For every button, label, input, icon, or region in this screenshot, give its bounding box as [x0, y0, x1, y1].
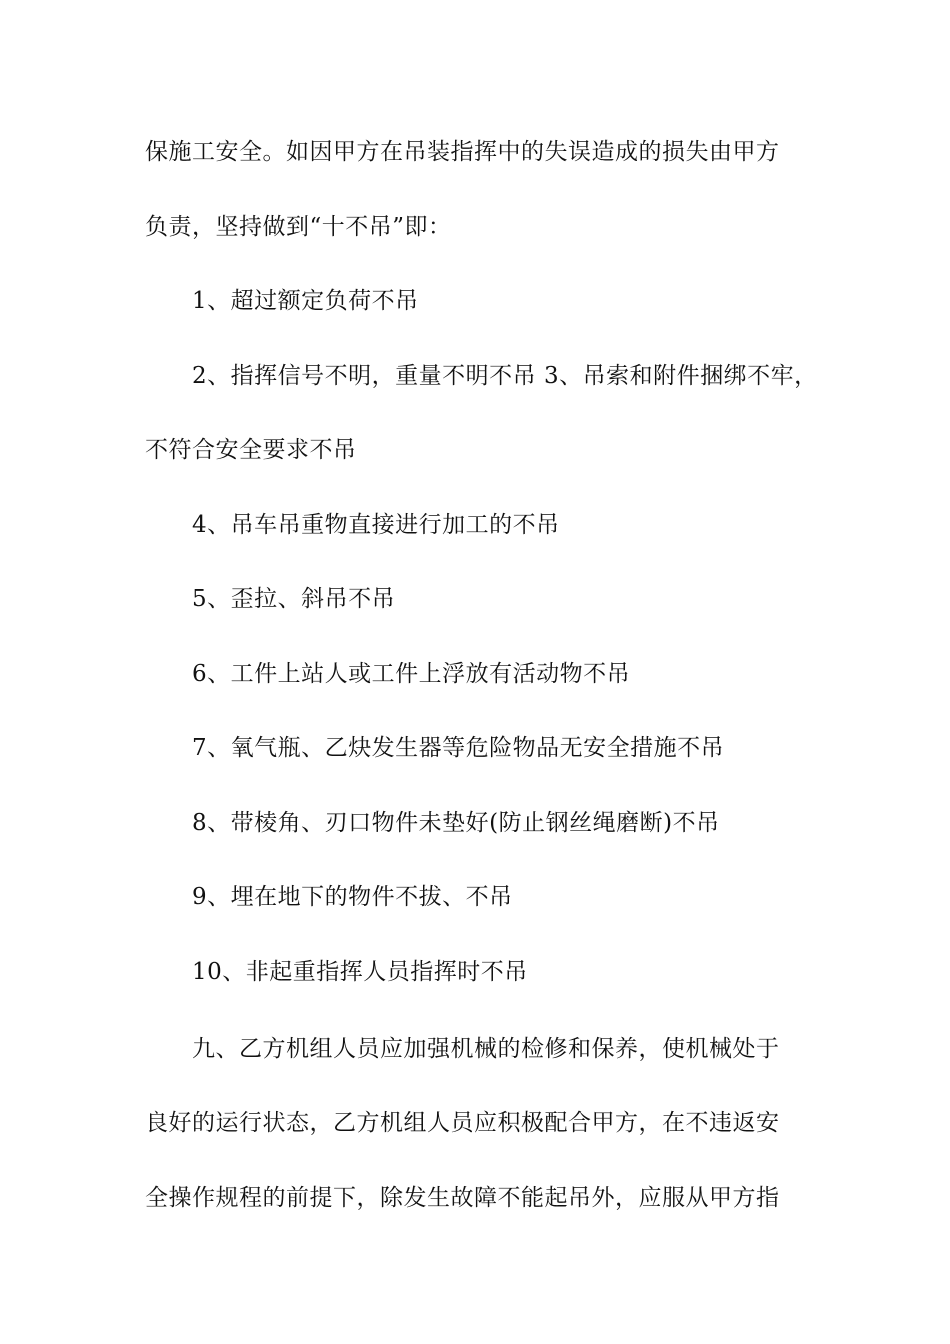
list-item: 5、歪拉、斜吊不吊	[192, 586, 396, 612]
list-item: 1、超过额定负荷不吊	[192, 288, 419, 314]
paragraph-line: 九、乙方机组人员应加强机械的检修和保养，使机械处于	[192, 1036, 780, 1062]
list-item: 4、吊车吊重物直接进行加工的不吊	[192, 512, 560, 538]
list-item: 10、非起重指挥人员指挥时不吊	[192, 959, 528, 985]
list-item: 9、埋在地下的物件不拔、不吊	[192, 884, 513, 910]
paragraph-line: 保施工安全。如因甲方在吊装指挥中的失误造成的损失由甲方	[145, 139, 780, 165]
list-item: 6、工件上站人或工件上浮放有活动物不吊	[192, 661, 631, 687]
list-item: 7、氧气瓶、乙炔发生器等危险物品无安全措施不吊	[192, 735, 725, 761]
paragraph-line: 良好的运行状态，乙方机组人员应积极配合甲方，在不违返安	[145, 1110, 780, 1136]
paragraph-line: 负责，坚持做到“十不吊”即：	[145, 214, 452, 240]
paragraph-line: 全操作规程的前提下，除发生故障不能起吊外，应服从甲方指	[145, 1185, 780, 1211]
list-item: 2、指挥信号不明，重量不明不吊 3、吊索和附件捆绑不牢，	[192, 363, 818, 389]
paragraph-line: 不符合安全要求不吊	[145, 437, 357, 463]
list-item: 8、带棱角、刃口物件未垫好(防止钢丝绳磨断)不吊	[192, 810, 720, 836]
